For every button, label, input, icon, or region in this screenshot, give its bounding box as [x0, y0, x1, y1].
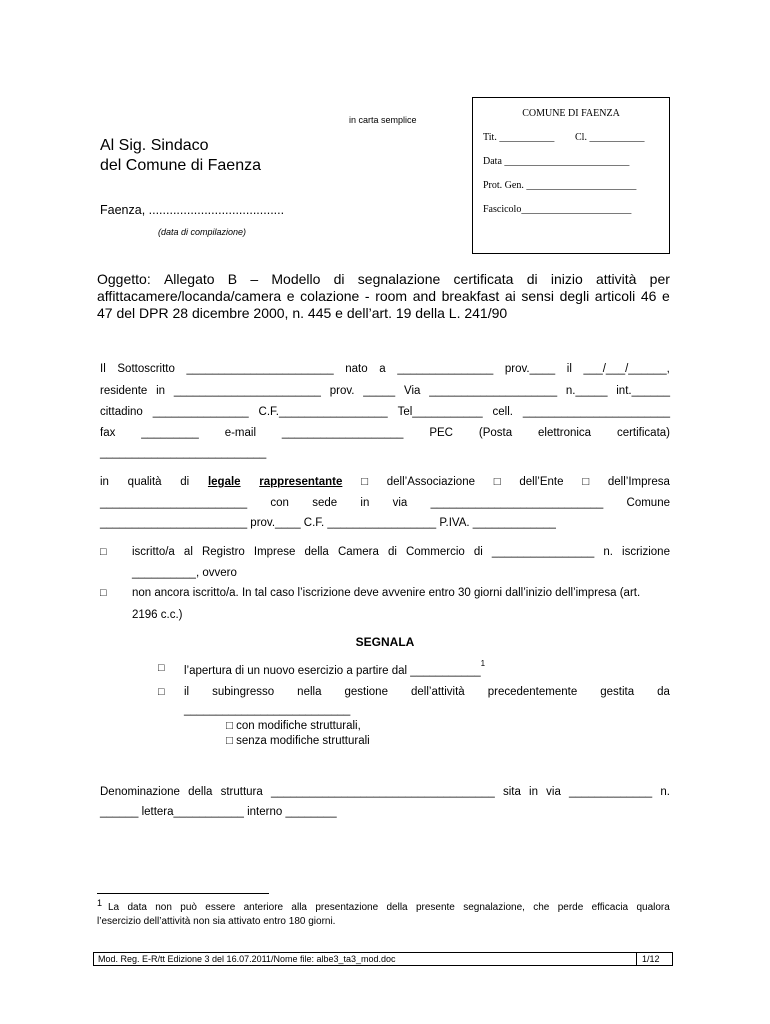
word: articoli [594, 288, 636, 304]
word: di [180, 476, 190, 488]
word: Imprese [253, 546, 296, 558]
word: Sottoscritto [117, 363, 175, 375]
word: struttura [220, 786, 263, 798]
word: iscritto/a [132, 546, 175, 558]
structure-line1 [100, 786, 670, 798]
word: prov. [329, 385, 355, 397]
opening-checkbox[interactable]: □ [158, 662, 165, 674]
word: in [360, 497, 370, 509]
word: certificata [453, 271, 514, 287]
word: qualora [636, 902, 670, 913]
addressee-line2: del Comune di Faenza [100, 157, 261, 174]
word: qualità [127, 476, 162, 488]
takeover-text [184, 686, 670, 698]
word: che [533, 902, 550, 913]
word: affittacamere/locanda/camera [97, 288, 282, 304]
word: C.F._________________ [258, 406, 388, 418]
word: _______________________ [522, 406, 670, 418]
declarant-line-seat [100, 497, 670, 509]
word: ai [504, 288, 516, 304]
word: residente [100, 385, 148, 397]
word: della [304, 546, 329, 558]
word: Oggetto: [97, 271, 151, 287]
takeover-line: __________________________ [184, 704, 351, 716]
word: anteriore [243, 902, 284, 913]
word: inizio [550, 271, 583, 287]
opening-label: l’apertura di un nuovo esercizio a partire dal ___________ [184, 664, 481, 677]
word: segnalazione [357, 271, 441, 287]
opening-text [184, 659, 486, 677]
word: in [156, 385, 166, 397]
word: cittadino [100, 406, 143, 418]
word: La [108, 902, 120, 913]
footer-divider [636, 953, 637, 965]
word: in [100, 476, 109, 488]
word: dell’Associazione [386, 476, 475, 488]
word: di [526, 271, 538, 287]
word: room [375, 288, 408, 304]
word: Tel___________ [397, 406, 483, 418]
declarant-line-contacts [100, 427, 670, 439]
segnala-heading: SEGNALA [355, 635, 415, 649]
protocol-data: Data _________________________ [483, 156, 630, 167]
word: alla [291, 902, 307, 913]
registry-line1 [132, 546, 670, 558]
word: - [364, 288, 370, 304]
word: degli [559, 288, 590, 304]
word: elettronica [538, 427, 592, 439]
word: Modello [271, 271, 321, 287]
word: Camera [337, 546, 379, 558]
word: della [188, 786, 213, 798]
word: n. [660, 786, 670, 798]
word: per [649, 271, 670, 287]
word: di [387, 546, 397, 558]
word: dell’attività [411, 686, 465, 698]
word: fax [100, 427, 116, 439]
word: _______________________ [100, 497, 248, 509]
word: e-mail [224, 427, 256, 439]
place-date: Faenza, ....................................... [100, 203, 285, 217]
protocol-prot: Prot. Gen. ______________________ [483, 180, 637, 191]
word: – [250, 271, 259, 287]
word: essere [205, 902, 236, 913]
word: _______________ [152, 406, 249, 418]
word: presente [415, 902, 455, 913]
word: sensi [521, 288, 555, 304]
word: rappresentante [259, 476, 343, 488]
word: a [379, 363, 386, 375]
word: di [473, 546, 483, 558]
word: n. [603, 546, 613, 558]
word: ___/___/______, [583, 363, 670, 375]
word: _____ [363, 385, 396, 397]
word: in [529, 786, 538, 798]
registry-checkbox-2[interactable]: □ [100, 587, 107, 599]
word: il [184, 686, 190, 698]
word: gestione [344, 686, 388, 698]
word: Registro [201, 546, 245, 558]
word: ___________________________ [430, 497, 604, 509]
word: al [183, 546, 193, 558]
word: and [412, 288, 437, 304]
registry-line1b: __________, ovvero [132, 567, 237, 579]
subject-line1 [97, 271, 670, 287]
registry-line2b: 2196 c.c.) [132, 609, 183, 621]
word: sita [502, 786, 521, 798]
registry-line2: non ancora iscritto/a. In tal caso l’iscrizione deve avvenire entro 30 giorni dall’inizio dell’impresa (art. [132, 587, 641, 599]
declarant-line-tax: _______________________ prov.____ C.F. _________________ P.IVA. _____________ [100, 517, 556, 529]
word: via [392, 497, 408, 509]
no-structural-changes-option[interactable]: □ senza modifiche strutturali [226, 735, 370, 747]
word: _______________ [397, 363, 494, 375]
word: nella [297, 686, 322, 698]
word: Commercio [405, 546, 465, 558]
word: iscrizione [622, 546, 670, 558]
declarant-line-name [100, 363, 670, 375]
word: Il [100, 363, 106, 375]
word: via [546, 786, 561, 798]
word: subingresso [212, 686, 275, 698]
word: il [566, 363, 572, 375]
declarant-line-residence [100, 385, 670, 397]
footnote-ref: 1 [480, 659, 486, 668]
word: non [155, 902, 172, 913]
word: ____________________ [429, 385, 558, 397]
word: da [657, 686, 670, 698]
word: Allegato [163, 271, 215, 287]
protocol-fascicolo: Fascicolo______________________ [483, 204, 632, 215]
word: sede [312, 497, 338, 509]
word: breakfast [441, 288, 500, 304]
structure-line2: ______ lettera___________ interno ________ [100, 806, 337, 818]
word: nato [345, 363, 368, 375]
footnote-line2: l’esercizio dell’attività non sia attivato entro 180 giorni. [97, 916, 336, 927]
word: presentazione [315, 902, 379, 913]
protocol-cl: Cl. ___________ [575, 132, 645, 143]
word: con [270, 497, 289, 509]
word: legale [207, 476, 241, 488]
word: 46 [640, 288, 657, 304]
subject-line2 [97, 288, 670, 304]
word: _______________________ [186, 363, 334, 375]
word: dell’Ente [519, 476, 564, 488]
footnote-rule [97, 893, 269, 894]
word: colazione [300, 288, 360, 304]
word: può [180, 902, 197, 913]
word: di [333, 271, 345, 287]
role-checkbox[interactable]: □ [582, 476, 590, 488]
declarant-line-pec: __________________________ [100, 447, 267, 459]
word: precedentemente [487, 686, 578, 698]
protocol-box [472, 97, 670, 254]
word: n._____ [565, 385, 608, 397]
date-caption: (data di compilazione) [158, 227, 247, 237]
word: data [127, 902, 147, 913]
protocol-title: COMUNE DI FAENZA [522, 108, 620, 119]
word: Via [403, 385, 421, 397]
declarant-line-role [100, 476, 670, 488]
takeover-checkbox[interactable]: □ [158, 686, 165, 698]
word: della [386, 902, 408, 913]
word: ___________________________________ [270, 786, 495, 798]
role-checkbox[interactable]: □ [493, 476, 501, 488]
footer-box [93, 952, 673, 966]
declarant-line-citizen [100, 406, 670, 418]
word: attività [595, 271, 637, 287]
word: _________ [141, 427, 199, 439]
word: e [286, 288, 295, 304]
word: efficacia [591, 902, 629, 913]
footer-module: Mod. Reg. E-R/tt Edizione 3 del 16.07.2011/Nome file: albe3_ta3_mod.doc [98, 954, 396, 964]
word: PEC [429, 427, 453, 439]
word: _____________ [569, 786, 653, 798]
word: Denominazione [100, 786, 180, 798]
footer-page-number: 1/12 [642, 954, 660, 964]
registry-checkbox-1[interactable]: □ [100, 546, 107, 558]
word: dell’Impresa [607, 476, 670, 488]
footnote-mark: 1 [97, 898, 103, 908]
stamp-note: in carta semplice [349, 115, 417, 125]
word: prov.____ [504, 363, 556, 375]
word: cell. [492, 406, 513, 418]
word: certificata) [616, 427, 670, 439]
word: int.______ [616, 385, 670, 397]
word: segnalazione, [463, 902, 525, 913]
word: (Posta [478, 427, 513, 439]
word: B [227, 271, 238, 287]
word: e [662, 288, 670, 304]
protocol-tit: Tit. ___________ [483, 132, 555, 143]
word: gestita [600, 686, 635, 698]
role-checkbox[interactable]: □ [361, 476, 369, 488]
structural-changes-option[interactable]: □ con modifiche strutturali, [226, 720, 361, 732]
footnote-line1 [108, 902, 670, 913]
addressee-line1: Al Sig. Sindaco [100, 137, 209, 154]
word: ________________ [491, 546, 595, 558]
word: _______________________ [173, 385, 321, 397]
subject-line3: 47 del DPR 28 dicembre 2000, n. 445 e dell’art. 19 della L. 241/90 [97, 305, 508, 321]
word: perde [557, 902, 584, 913]
word: Comune [626, 497, 670, 509]
word: ___________________ [281, 427, 404, 439]
